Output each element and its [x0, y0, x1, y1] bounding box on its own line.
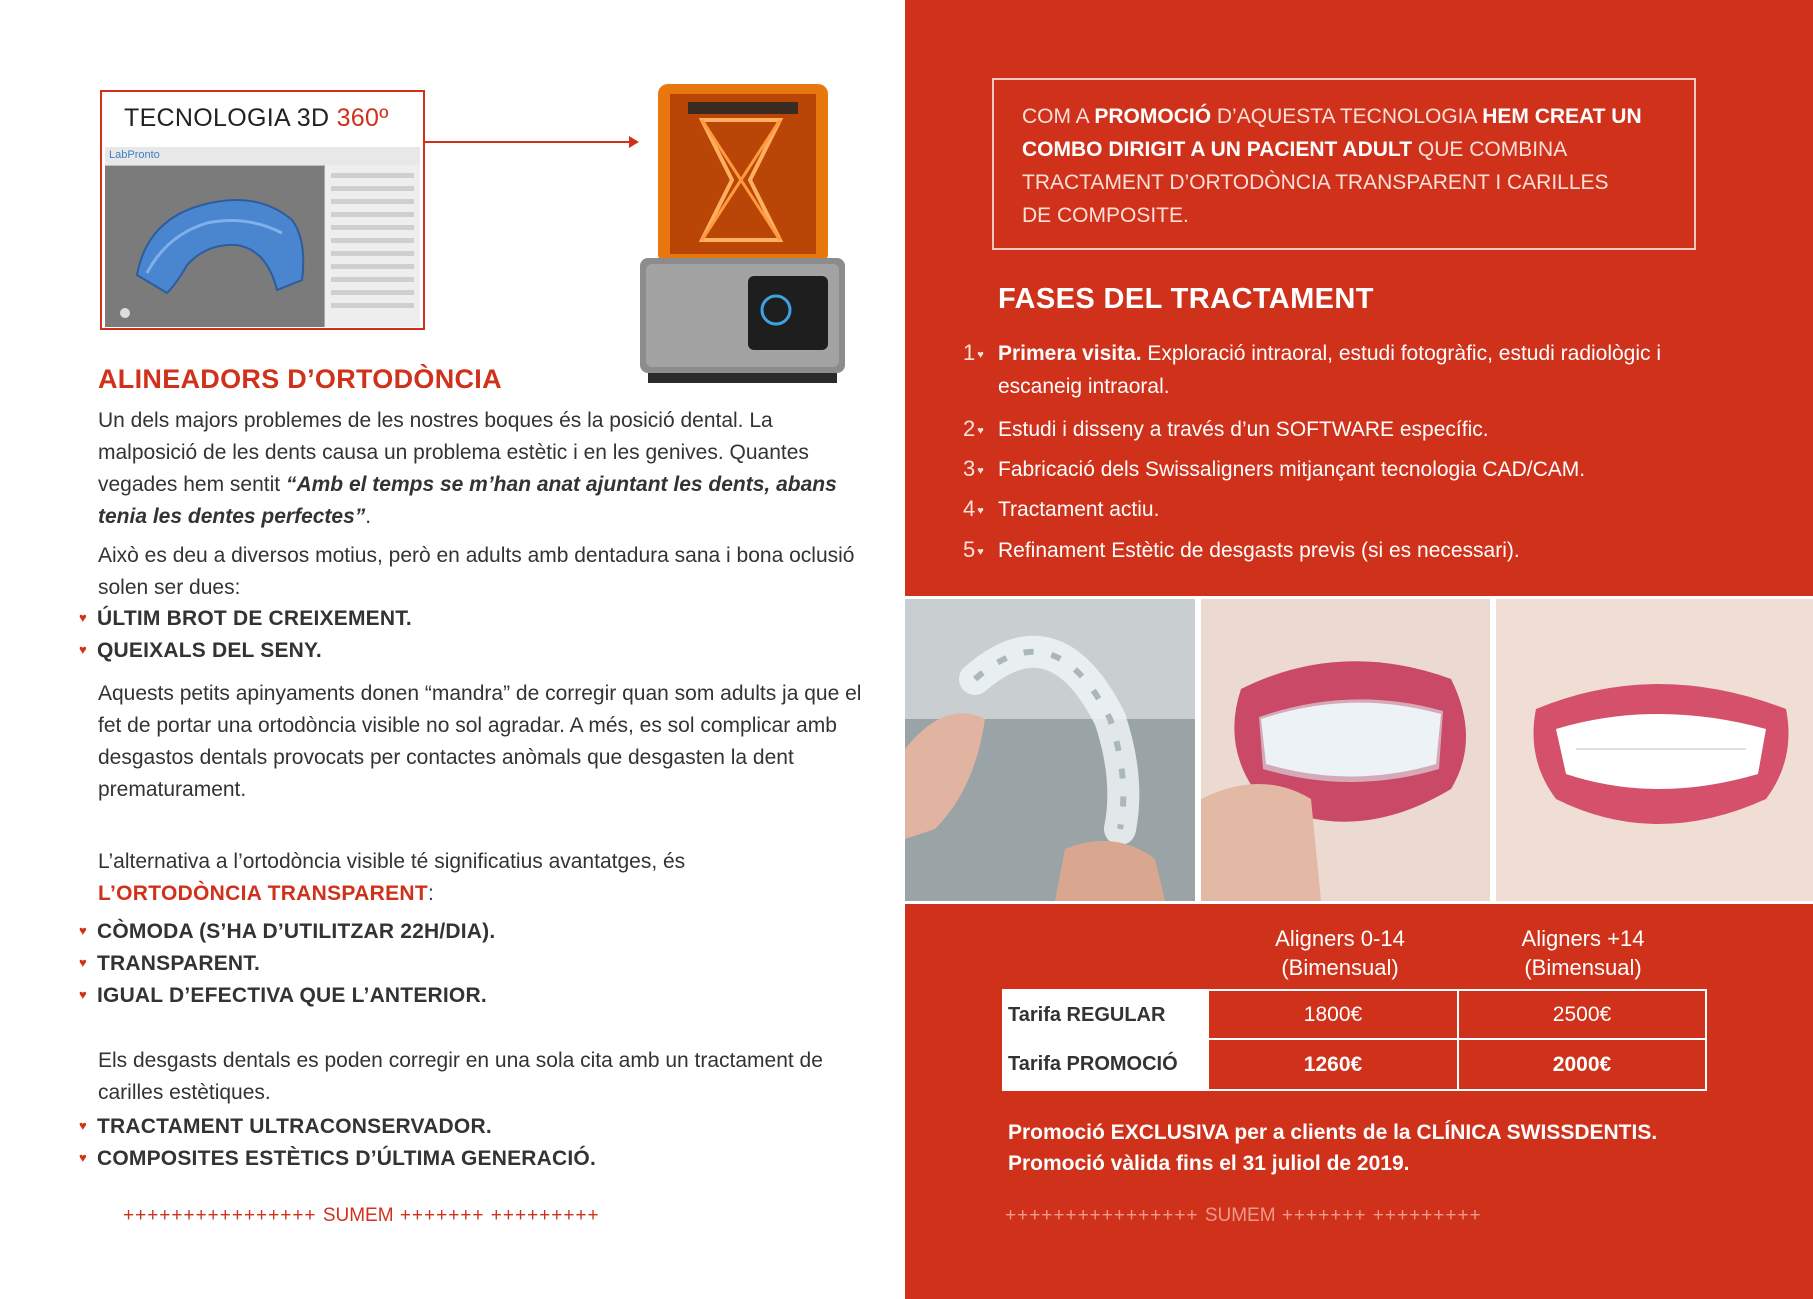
arrow-line [425, 141, 635, 143]
heart-bullet-icon: ♥ [79, 955, 87, 970]
heart-bullet-icon: ♥ [79, 610, 87, 625]
paragraph-desgasts: Els desgasts dentals es poden corregir en una sola cita amb un tractament de carilles estètiques. [98, 1049, 823, 1104]
price-promo-0-14: 1260€ [1207, 1040, 1457, 1089]
sumem-divider-right: ++++++++++++++++ SUMEM +++++++ +++++++++ [1005, 1205, 1482, 1226]
heart-bullet-icon: ♥ [79, 987, 87, 1002]
dental-scan-model [107, 165, 327, 325]
photo-strip [905, 596, 1813, 904]
paragraph-apinyaments: Aquests petits apinyaments donen “mandra” de corregir quan som adults ja que el fet de portar una ortodòncia visible no sol agradar. A més, es sol complicar amb desgastos dentals provocats per contactes anòmals que desgasten la dent prematurament. [98, 682, 862, 801]
heart-bullet-icon: ♥ [79, 1150, 87, 1165]
col-header-aligners-14: Aligners +14 (Bimensual) [1521, 926, 1645, 980]
phases-heading: FASES DEL TRACTAMENT [998, 283, 1374, 315]
arrow-head [629, 136, 639, 148]
heart-icon: ♥ [977, 349, 984, 361]
advantage-item: ♥ IGUAL D’EFECTIVA QUE L’ANTERIOR. [79, 984, 487, 1007]
treatment-item: ♥ COMPOSITES ESTÈTICS D’ÚLTIMA GENERACIÓ. [79, 1147, 596, 1170]
phase-number: 3 ♥ [963, 456, 984, 481]
3d-printer-image [640, 80, 845, 385]
phase-item: Tractament actiu. [998, 498, 1160, 521]
causes-intro: Això es deu a diversos motius, però en adults amb dentadura sana i bona oclusió solen ser dues: [98, 544, 855, 599]
smile-aligner-photo [1496, 599, 1813, 901]
aligner-in-hand-photo [905, 599, 1195, 901]
heading-alineadors: ALINEADORS D’ORTODÒNCIA [98, 364, 502, 394]
quote: “Amb el temps se m’han anat ajuntant les dents, abans tenia les dentes perfectes” [98, 473, 837, 528]
left-page [0, 0, 905, 1299]
phase-item: Estudi i disseny a través d’un SOFTWARE específic. [998, 418, 1489, 441]
advantage-item: ♥ CÒMODA (S’HA D’UTILITZAR 22H/DIA). [79, 920, 496, 943]
cause-item: ♥ ÚLTIM BROT DE CREIXEMENT. [79, 607, 412, 630]
row-label-promocio: Tarifa PROMOCIÓ [1004, 1040, 1207, 1089]
phase-number: 4 ♥ [963, 496, 984, 521]
treatment-item: ♥ TRACTAMENT ULTRACONSERVADOR. [79, 1115, 492, 1138]
heart-bullet-icon: ♥ [79, 923, 87, 938]
software-logo: LabPronto [109, 149, 160, 161]
placing-aligner-photo [1201, 599, 1490, 901]
price-regular-14: 2500€ [1457, 991, 1705, 1040]
promo-text: COM A PROMOCIÓ D’AQUESTA TECNOLOGIA HEM CREAT UN COMBO DIRIGIT A UN PACIENT ADULT QUE COMBINA TRACTAMENT D’ORTODÒNCIA TRANSPARENT I CARILLES DE COMPOSITE. [1022, 105, 1642, 227]
tech-3d-box [100, 90, 425, 330]
col-header-aligners-0-14: Aligners 0-14 (Bimensual) [1275, 926, 1405, 980]
row-label-regular: Tarifa REGULAR [1004, 991, 1207, 1040]
price-regular-0-14: 1800€ [1207, 991, 1457, 1040]
price-table [1002, 989, 1707, 1091]
phase-number: 5 ♥ [963, 537, 984, 562]
software-screenshot [105, 147, 420, 327]
heart-icon: ♥ [977, 465, 984, 477]
highlight-transparent: L’ORTODÒNCIA TRANSPARENT [98, 882, 428, 905]
phase-item: Fabricació dels Swissaligners mitjançant tecnologia CAD/CAM. [998, 458, 1586, 481]
promo-box [992, 78, 1696, 250]
alternative-paragraph: L’alternativa a l’ortodòncia visible té significatius avantatges, és L’ORTODÒNCIA TRANSPARENT: [98, 850, 686, 905]
sumem-divider-left: ++++++++++++++++ SUMEM +++++++ +++++++++ [123, 1205, 600, 1226]
phase-item: Refinament Estètic de desgasts previs (si es necessari). [998, 539, 1520, 562]
heart-icon: ♥ [977, 505, 984, 517]
heart-bullet-icon: ♥ [79, 1118, 87, 1133]
heart-icon: ♥ [977, 425, 984, 437]
cause-item: ♥ QUEIXALS DEL SENY. [79, 639, 322, 662]
phase-number: 2 ♥ [963, 416, 984, 441]
promo-footer: Promoció EXCLUSIVA per a clients de la CLÍNICA SWISSDENTIS. Promoció vàlida fins el 31 juliol de 2019. [1008, 1121, 1658, 1175]
intro-paragraph: Un dels majors problemes de les nostres boques és la posició dental. La malposició de les dents causa un problema estètic i en les genives. Quantes vegades hem sentit “Amb el temps se m’han anat ajuntant les dents, abans tenia les dentes perfectes”. [98, 409, 837, 528]
phase-number: 1 ♥ [963, 340, 984, 365]
advantage-item: ♥ TRANSPARENT. [79, 952, 261, 975]
heart-bullet-icon: ♥ [79, 642, 87, 657]
phase-item: Primera visita. Exploració intraoral, estudi fotogràfic, estudi radiològic i escaneig intraoral. [998, 342, 1662, 398]
price-promo-14: 2000€ [1457, 1040, 1705, 1089]
heart-icon: ♥ [977, 546, 984, 558]
tech-3d-title: TECNOLOGIA 3D 360º [124, 104, 389, 132]
